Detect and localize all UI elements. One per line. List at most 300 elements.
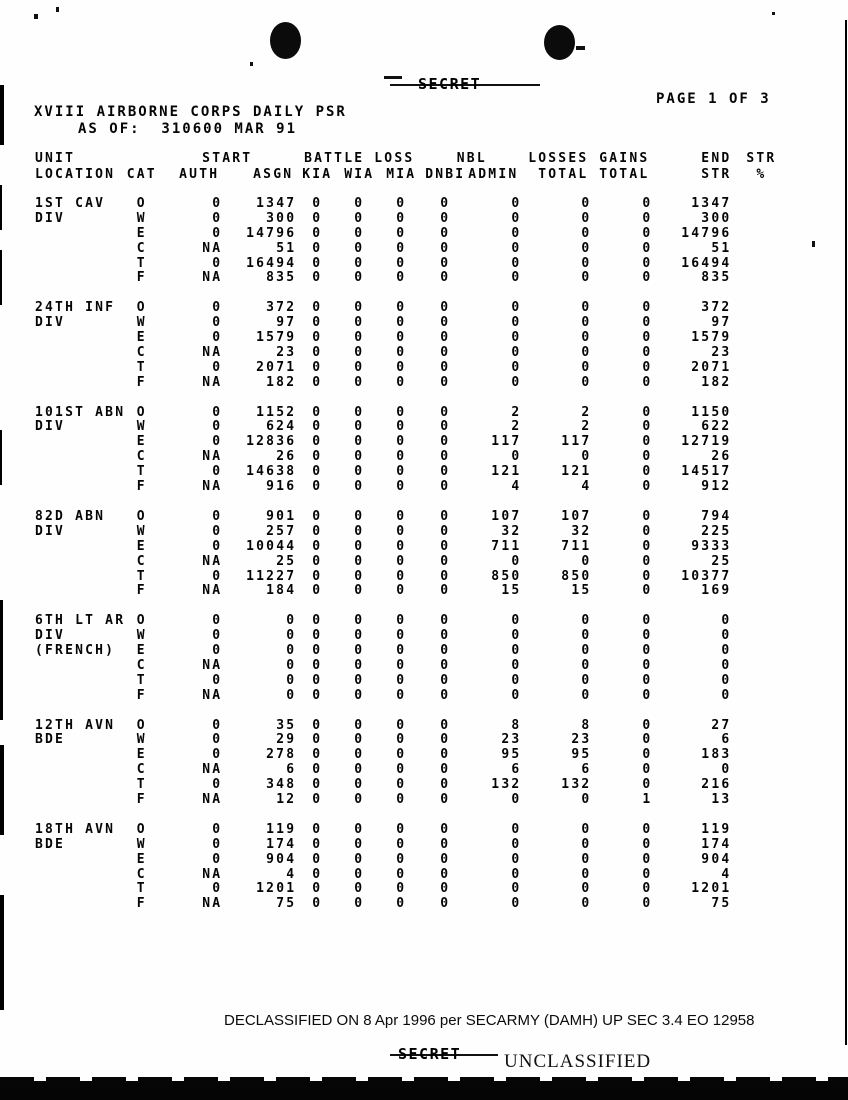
value-cell: W bbox=[136, 628, 147, 644]
value-cell: 1579 bbox=[691, 330, 732, 346]
value-cell: F bbox=[136, 583, 147, 599]
value-cell: 0 bbox=[354, 359, 365, 375]
value-cell: 6 bbox=[511, 762, 522, 778]
value-cell: 0 bbox=[212, 404, 223, 420]
value-cell bbox=[731, 271, 791, 286]
value-cell: 0 bbox=[312, 464, 323, 480]
value-cell: 0 bbox=[354, 404, 365, 420]
value-cell: 0 bbox=[511, 359, 522, 375]
unit-name-cell bbox=[35, 540, 125, 555]
col-header-gains: GAINS bbox=[599, 151, 650, 166]
value-cell: 0 bbox=[354, 553, 365, 569]
value-cell: 0 bbox=[642, 344, 653, 360]
value-cell: 0 bbox=[354, 479, 365, 495]
value-cell: 0 bbox=[581, 851, 592, 867]
col-header-start: START bbox=[202, 151, 253, 166]
table-row bbox=[35, 689, 791, 704]
value-cell: 0 bbox=[511, 553, 522, 569]
value-cell: 0 bbox=[440, 851, 451, 867]
value-cell: 12836 bbox=[246, 434, 297, 450]
value-cell: 0 bbox=[396, 404, 407, 420]
unit-name-cell: BDE bbox=[35, 836, 66, 852]
value-cell: 0 bbox=[312, 523, 323, 539]
value-cell: 0 bbox=[511, 449, 522, 465]
value-cell: 10044 bbox=[246, 538, 297, 554]
value-cell: 183 bbox=[701, 747, 732, 763]
value-cell: 75 bbox=[276, 896, 297, 912]
value-cell: 0 bbox=[312, 896, 323, 912]
value-cell: C bbox=[136, 866, 147, 882]
table-row bbox=[35, 197, 791, 212]
value-cell: 0 bbox=[212, 777, 223, 793]
value-cell: 0 bbox=[581, 672, 592, 688]
unit-name-cell bbox=[35, 853, 125, 868]
value-cell: NA bbox=[202, 449, 223, 465]
value-cell: 0 bbox=[212, 851, 223, 867]
value-cell: 0 bbox=[396, 210, 407, 226]
value-cell: 0 bbox=[440, 777, 451, 793]
value-cell: 0 bbox=[354, 628, 365, 644]
value-cell: 0 bbox=[396, 672, 407, 688]
value-cell: 0 bbox=[354, 777, 365, 793]
value-cell: 0 bbox=[642, 479, 653, 495]
value-cell bbox=[731, 674, 791, 689]
value-cell: 0 bbox=[354, 687, 365, 703]
table-row bbox=[35, 465, 791, 480]
unit-name-cell bbox=[35, 868, 125, 883]
scan-edge-mark bbox=[845, 20, 847, 1045]
value-cell: 0 bbox=[312, 717, 323, 733]
value-cell: 29 bbox=[276, 732, 297, 748]
col-header-mia: MIA bbox=[386, 166, 417, 182]
value-cell: 0 bbox=[312, 479, 323, 495]
value-cell: 0 bbox=[581, 792, 592, 808]
classification-text: SECRET bbox=[418, 75, 482, 93]
value-cell: 0 bbox=[511, 210, 522, 226]
value-cell: 0 bbox=[396, 315, 407, 331]
unclassified-label: UNCLASSIFIED bbox=[504, 1051, 652, 1072]
value-cell: 0 bbox=[440, 344, 451, 360]
value-cell: 0 bbox=[440, 657, 451, 673]
value-cell: 0 bbox=[581, 628, 592, 644]
unit-name-cell: 6TH LT AR bbox=[35, 613, 126, 629]
table-row bbox=[35, 838, 791, 853]
value-cell: 0 bbox=[440, 359, 451, 375]
value-cell: 0 bbox=[312, 359, 323, 375]
value-cell: 0 bbox=[642, 866, 653, 882]
unit-name-cell bbox=[35, 793, 125, 808]
value-cell: C bbox=[136, 657, 147, 673]
value-cell: 11227 bbox=[246, 568, 297, 584]
value-cell: 0 bbox=[581, 300, 592, 316]
value-cell: 0 bbox=[642, 657, 653, 673]
value-cell: 0 bbox=[312, 672, 323, 688]
value-cell: NA bbox=[202, 374, 223, 390]
value-cell: 0 bbox=[440, 449, 451, 465]
value-cell: 0 bbox=[312, 538, 323, 554]
value-cell: 0 bbox=[286, 628, 297, 644]
value-cell: 1 bbox=[642, 792, 653, 808]
value-cell: 0 bbox=[312, 419, 323, 435]
value-cell: 0 bbox=[312, 583, 323, 599]
value-cell: 0 bbox=[354, 270, 365, 286]
value-cell: 14796 bbox=[681, 225, 732, 241]
value-cell: 0 bbox=[354, 374, 365, 390]
value-cell: 0 bbox=[511, 836, 522, 852]
value-cell: 0 bbox=[354, 419, 365, 435]
block-spacer bbox=[35, 286, 791, 301]
value-cell: W bbox=[136, 315, 147, 331]
value-cell: 0 bbox=[396, 464, 407, 480]
value-cell: 0 bbox=[286, 643, 297, 659]
value-cell: 0 bbox=[396, 762, 407, 778]
value-cell: 0 bbox=[642, 434, 653, 450]
value-cell: 0 bbox=[286, 657, 297, 673]
value-cell: 0 bbox=[396, 538, 407, 554]
value-cell: 0 bbox=[312, 225, 323, 241]
value-cell: 0 bbox=[440, 404, 451, 420]
value-cell: 4 bbox=[511, 479, 522, 495]
value-cell: 23 bbox=[571, 732, 592, 748]
value-cell: 1150 bbox=[691, 404, 732, 420]
value-cell: 0 bbox=[212, 672, 223, 688]
value-cell: 0 bbox=[581, 643, 592, 659]
value-cell: 0 bbox=[511, 672, 522, 688]
value-cell: 0 bbox=[642, 523, 653, 539]
unit-name-cell: 12TH AVN bbox=[35, 717, 116, 733]
value-cell: 0 bbox=[581, 195, 592, 211]
unit-name-cell bbox=[35, 271, 125, 286]
value-cell: 0 bbox=[581, 881, 592, 897]
value-cell: 0 bbox=[440, 717, 451, 733]
ink-speck bbox=[56, 7, 59, 12]
value-cell: 0 bbox=[396, 479, 407, 495]
value-cell: 169 bbox=[701, 583, 732, 599]
value-cell: 0 bbox=[511, 866, 522, 882]
value-cell: 0 bbox=[354, 434, 365, 450]
value-cell: 0 bbox=[440, 866, 451, 882]
value-cell: 0 bbox=[312, 255, 323, 271]
value-cell: 0 bbox=[642, 419, 653, 435]
value-cell: 0 bbox=[212, 568, 223, 584]
value-cell: O bbox=[136, 508, 147, 524]
value-cell: 0 bbox=[581, 821, 592, 837]
value-cell bbox=[731, 897, 791, 912]
value-cell: W bbox=[136, 419, 147, 435]
value-cell: 2071 bbox=[691, 359, 732, 375]
value-cell: 0 bbox=[642, 762, 653, 778]
value-cell: 0 bbox=[312, 508, 323, 524]
value-cell: 0 bbox=[581, 359, 592, 375]
value-cell: 0 bbox=[312, 687, 323, 703]
value-cell: 0 bbox=[440, 568, 451, 584]
value-cell bbox=[731, 748, 791, 763]
scan-edge-mark bbox=[0, 85, 4, 145]
value-cell: 372 bbox=[701, 300, 732, 316]
value-cell: 0 bbox=[440, 270, 451, 286]
as-of-date: AS OF: 310600 MAR 91 bbox=[78, 121, 298, 137]
value-cell: 0 bbox=[396, 255, 407, 271]
value-cell: F bbox=[136, 479, 147, 495]
value-cell bbox=[731, 465, 791, 480]
value-cell: T bbox=[136, 255, 147, 271]
value-cell: 0 bbox=[642, 359, 653, 375]
value-cell: 0 bbox=[312, 792, 323, 808]
hole-punch-mark bbox=[544, 25, 575, 60]
value-cell: 0 bbox=[212, 538, 223, 554]
scan-edge-mark bbox=[0, 600, 3, 720]
value-cell: NA bbox=[202, 657, 223, 673]
table-row bbox=[35, 525, 791, 540]
value-cell: 0 bbox=[396, 270, 407, 286]
value-cell: 15 bbox=[501, 583, 522, 599]
unit-name-cell bbox=[35, 435, 125, 450]
value-cell: 0 bbox=[642, 464, 653, 480]
value-cell: 0 bbox=[440, 523, 451, 539]
value-cell: 0 bbox=[396, 628, 407, 644]
value-cell bbox=[731, 838, 791, 853]
value-cell: 0 bbox=[511, 374, 522, 390]
value-cell: 1347 bbox=[256, 195, 297, 211]
value-cell: 624 bbox=[266, 419, 297, 435]
value-cell: 0 bbox=[440, 300, 451, 316]
value-cell: 0 bbox=[312, 553, 323, 569]
table-row bbox=[35, 763, 791, 778]
value-cell: 0 bbox=[511, 792, 522, 808]
unit-name-cell: DIV bbox=[35, 315, 66, 331]
value-cell: 0 bbox=[721, 613, 732, 629]
value-cell bbox=[731, 555, 791, 570]
value-cell: T bbox=[136, 359, 147, 375]
unit-name-cell bbox=[35, 555, 125, 570]
value-cell: E bbox=[136, 747, 147, 763]
value-cell: 0 bbox=[212, 508, 223, 524]
value-cell: 0 bbox=[642, 449, 653, 465]
value-cell bbox=[731, 242, 791, 257]
table-row bbox=[35, 406, 791, 421]
value-cell: 0 bbox=[312, 747, 323, 763]
value-cell bbox=[731, 316, 791, 331]
table-row bbox=[35, 316, 791, 331]
value-cell: 0 bbox=[440, 479, 451, 495]
value-cell: C bbox=[136, 240, 147, 256]
value-cell: 0 bbox=[396, 434, 407, 450]
unit-name-cell bbox=[35, 674, 125, 689]
value-cell: 0 bbox=[354, 330, 365, 346]
document-title: XVIII AIRBORNE CORPS DAILY PSR bbox=[34, 104, 347, 120]
value-cell: 51 bbox=[711, 240, 732, 256]
value-cell: 35 bbox=[276, 717, 297, 733]
value-cell: 0 bbox=[312, 881, 323, 897]
value-cell: 0 bbox=[354, 449, 365, 465]
value-cell: 0 bbox=[354, 732, 365, 748]
col-header-end: END bbox=[701, 151, 732, 166]
value-cell bbox=[731, 868, 791, 883]
col-header-asgn: ASGN bbox=[253, 166, 294, 182]
value-cell: 0 bbox=[354, 613, 365, 629]
value-cell: 901 bbox=[266, 508, 297, 524]
value-cell: 0 bbox=[396, 568, 407, 584]
value-cell: 25 bbox=[276, 553, 297, 569]
value-cell: 0 bbox=[354, 881, 365, 897]
table-row bbox=[35, 778, 791, 793]
value-cell: 0 bbox=[511, 255, 522, 271]
value-cell: E bbox=[136, 538, 147, 554]
table-row bbox=[35, 629, 791, 644]
value-cell bbox=[731, 733, 791, 748]
value-cell: 0 bbox=[581, 225, 592, 241]
value-cell: 0 bbox=[396, 419, 407, 435]
classification-stamp-top bbox=[384, 75, 544, 93]
value-cell: NA bbox=[202, 553, 223, 569]
value-cell bbox=[731, 480, 791, 495]
value-cell: 1201 bbox=[256, 881, 297, 897]
header-blank bbox=[125, 151, 158, 167]
value-cell: 0 bbox=[642, 404, 653, 420]
value-cell: 6 bbox=[581, 762, 592, 778]
value-cell: 0 bbox=[396, 240, 407, 256]
unit-name-cell bbox=[35, 748, 125, 763]
value-cell: 0 bbox=[354, 523, 365, 539]
value-cell: 0 bbox=[440, 762, 451, 778]
value-cell: E bbox=[136, 643, 147, 659]
value-cell: 904 bbox=[266, 851, 297, 867]
value-cell: 0 bbox=[312, 732, 323, 748]
value-cell: 0 bbox=[511, 240, 522, 256]
value-cell bbox=[731, 361, 791, 376]
value-cell: 0 bbox=[440, 374, 451, 390]
value-cell: 75 bbox=[711, 896, 732, 912]
value-cell: 1152 bbox=[256, 404, 297, 420]
value-cell bbox=[731, 301, 791, 316]
value-cell: 26 bbox=[711, 449, 732, 465]
value-cell: 121 bbox=[491, 464, 522, 480]
value-cell: 0 bbox=[286, 687, 297, 703]
value-cell: 0 bbox=[354, 210, 365, 226]
block-spacer bbox=[35, 808, 791, 823]
value-cell: 711 bbox=[561, 538, 592, 554]
value-cell: 348 bbox=[266, 777, 297, 793]
table-row bbox=[35, 614, 791, 629]
value-cell: 1201 bbox=[691, 881, 732, 897]
unit-name-cell: 101ST ABN bbox=[35, 404, 126, 420]
value-cell: 0 bbox=[354, 225, 365, 241]
value-cell: 0 bbox=[440, 195, 451, 211]
value-cell: F bbox=[136, 896, 147, 912]
value-cell: NA bbox=[202, 479, 223, 495]
value-cell: 23 bbox=[711, 344, 732, 360]
value-cell: 257 bbox=[266, 523, 297, 539]
scan-edge-mark bbox=[0, 895, 4, 1010]
value-cell: 0 bbox=[396, 583, 407, 599]
value-cell: 0 bbox=[312, 434, 323, 450]
value-cell: 0 bbox=[312, 836, 323, 852]
value-cell: 0 bbox=[440, 508, 451, 524]
value-cell: 0 bbox=[396, 225, 407, 241]
value-cell: 12719 bbox=[681, 434, 732, 450]
value-cell: 0 bbox=[440, 553, 451, 569]
value-cell: 0 bbox=[212, 300, 223, 316]
value-cell: 0 bbox=[511, 881, 522, 897]
value-cell: 0 bbox=[511, 300, 522, 316]
value-cell: 0 bbox=[440, 330, 451, 346]
value-cell: 4 bbox=[581, 479, 592, 495]
table-row bbox=[35, 480, 791, 495]
value-cell: 1347 bbox=[691, 195, 732, 211]
value-cell: 0 bbox=[212, 523, 223, 539]
value-cell: 916 bbox=[266, 479, 297, 495]
value-cell: 622 bbox=[701, 419, 732, 435]
value-cell: 51 bbox=[276, 240, 297, 256]
value-cell: 14638 bbox=[246, 464, 297, 480]
table-row bbox=[35, 346, 791, 361]
value-cell bbox=[731, 435, 791, 450]
page-number-label: PAGE 1 OF 3 bbox=[656, 91, 771, 107]
unit-name-cell: DIV bbox=[35, 628, 66, 644]
value-cell: 0 bbox=[396, 792, 407, 808]
value-cell: 0 bbox=[286, 672, 297, 688]
value-cell: O bbox=[136, 821, 147, 837]
value-cell: 0 bbox=[642, 896, 653, 912]
value-cell: 23 bbox=[501, 732, 522, 748]
header-row-1 bbox=[35, 151, 791, 167]
unit-name-cell bbox=[35, 257, 125, 272]
unit-name-cell bbox=[35, 242, 125, 257]
value-cell: 0 bbox=[581, 210, 592, 226]
value-cell: 4 bbox=[721, 866, 732, 882]
table-row bbox=[35, 212, 791, 227]
value-cell: NA bbox=[202, 762, 223, 778]
value-cell: 0 bbox=[440, 747, 451, 763]
value-cell: 0 bbox=[212, 195, 223, 211]
col-header-str-pct: % bbox=[756, 166, 767, 182]
value-cell: C bbox=[136, 553, 147, 569]
value-cell: 174 bbox=[266, 836, 297, 852]
value-cell: 0 bbox=[312, 270, 323, 286]
value-cell: 0 bbox=[440, 687, 451, 703]
value-cell: 0 bbox=[440, 255, 451, 271]
value-cell: 10377 bbox=[681, 568, 732, 584]
value-cell: 0 bbox=[642, 732, 653, 748]
value-cell: 0 bbox=[396, 523, 407, 539]
value-cell: 0 bbox=[721, 657, 732, 673]
value-cell: 0 bbox=[396, 613, 407, 629]
ink-speck bbox=[250, 62, 253, 66]
value-cell: 2 bbox=[511, 404, 522, 420]
value-cell: 0 bbox=[396, 881, 407, 897]
table-row bbox=[35, 450, 791, 465]
table-row bbox=[35, 376, 791, 391]
value-cell: 0 bbox=[212, 359, 223, 375]
value-cell: 0 bbox=[440, 210, 451, 226]
ink-speck bbox=[772, 12, 775, 15]
value-cell: 216 bbox=[701, 777, 732, 793]
value-cell bbox=[731, 570, 791, 585]
value-cell: T bbox=[136, 464, 147, 480]
value-cell: 0 bbox=[440, 538, 451, 554]
value-cell: 182 bbox=[701, 374, 732, 390]
value-cell: 107 bbox=[561, 508, 592, 524]
table-header bbox=[35, 151, 791, 197]
value-cell: F bbox=[136, 374, 147, 390]
value-cell: 0 bbox=[212, 464, 223, 480]
value-cell: 95 bbox=[501, 747, 522, 763]
table-row bbox=[35, 659, 791, 674]
ink-speck bbox=[812, 241, 815, 247]
value-cell bbox=[731, 823, 791, 838]
value-cell: 32 bbox=[571, 523, 592, 539]
value-cell: E bbox=[136, 851, 147, 867]
